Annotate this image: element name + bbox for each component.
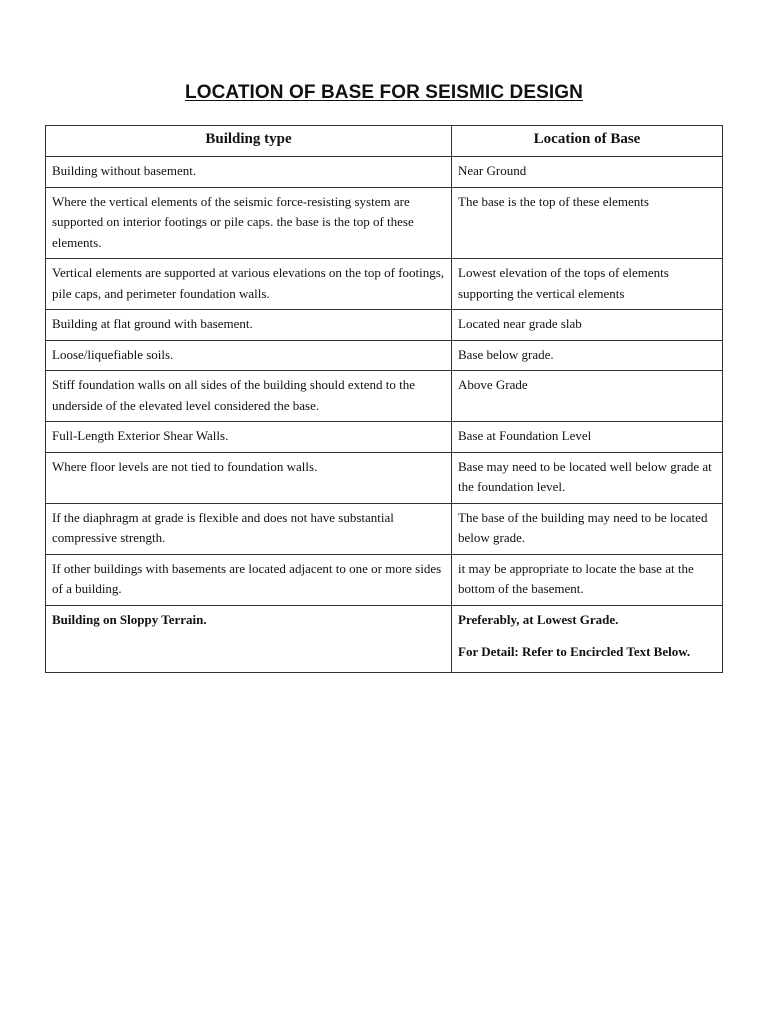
location-of-base-cell: Above Grade bbox=[452, 371, 723, 422]
location-of-base-cell: Lowest elevation of the tops of elements supporting the vertical elements bbox=[452, 259, 723, 310]
location-of-base-cell: The base is the top of these elements bbox=[452, 187, 723, 259]
table-row-sloping-terrain bbox=[46, 605, 723, 672]
page-title: LOCATION OF BASE FOR SEISMIC DESIGN bbox=[185, 82, 583, 103]
building-type-cell: Vertical elements are supported at various elevations on the top of footings, pile caps, and perimeter foundation walls. bbox=[46, 259, 452, 310]
building-type-cell: Where floor levels are not tied to foundation walls. bbox=[46, 452, 452, 503]
detail-note: For Detail: Refer to Encircled Text Below. bbox=[458, 644, 691, 659]
column-header-location-of-base: Location of Base bbox=[452, 126, 723, 157]
table-row bbox=[46, 310, 723, 341]
table-row bbox=[46, 157, 723, 188]
table-row bbox=[46, 503, 723, 554]
location-of-base-cell: Base at Foundation Level bbox=[452, 422, 723, 453]
building-type-cell: Where the vertical elements of the seismic force-resisting system are supported on interior footings or pile caps. the base is the top of these elements. bbox=[46, 187, 452, 259]
building-type-cell: If the diaphragm at grade is flexible and does not have substantial compressive strength. bbox=[46, 503, 452, 554]
location-of-base-cell: Base below grade. bbox=[452, 340, 723, 371]
table-row bbox=[46, 340, 723, 371]
table-row bbox=[46, 187, 723, 259]
location-of-base-cell: it may be appropriate to locate the base at the bottom of the basement. bbox=[452, 554, 723, 605]
building-type-cell: Building without basement. bbox=[46, 157, 452, 188]
table-row bbox=[46, 422, 723, 453]
location-of-base-cell: The base of the building may need to be located below grade. bbox=[452, 503, 723, 554]
location-of-base-cell bbox=[452, 605, 723, 672]
column-header-building-type: Building type bbox=[46, 126, 452, 157]
location-value: Preferably, at Lowest Grade. bbox=[458, 611, 619, 627]
table-row bbox=[46, 259, 723, 310]
table-row bbox=[46, 554, 723, 605]
location-of-base-cell: Near Ground bbox=[452, 157, 723, 188]
building-type-cell: Full-Length Exterior Shear Walls. bbox=[46, 422, 452, 453]
table-row bbox=[46, 452, 723, 503]
seismic-base-table bbox=[45, 125, 723, 673]
building-type-cell: Building on Sloppy Terrain. bbox=[46, 605, 452, 672]
location-of-base-cell: Base may need to be located well below grade at the foundation level. bbox=[452, 452, 723, 503]
building-type-cell: Building at flat ground with basement. bbox=[46, 310, 452, 341]
location-of-base-cell: Located near grade slab bbox=[452, 310, 723, 341]
building-type-cell: If other buildings with basements are located adjacent to one or more sides of a building. bbox=[46, 554, 452, 605]
table-header-row bbox=[46, 126, 723, 157]
table-row bbox=[46, 371, 723, 422]
building-type-cell: Loose/liquefiable soils. bbox=[46, 340, 452, 371]
building-type-cell: Stiff foundation walls on all sides of the building should extend to the underside of the elevated level considered the base. bbox=[46, 371, 452, 422]
